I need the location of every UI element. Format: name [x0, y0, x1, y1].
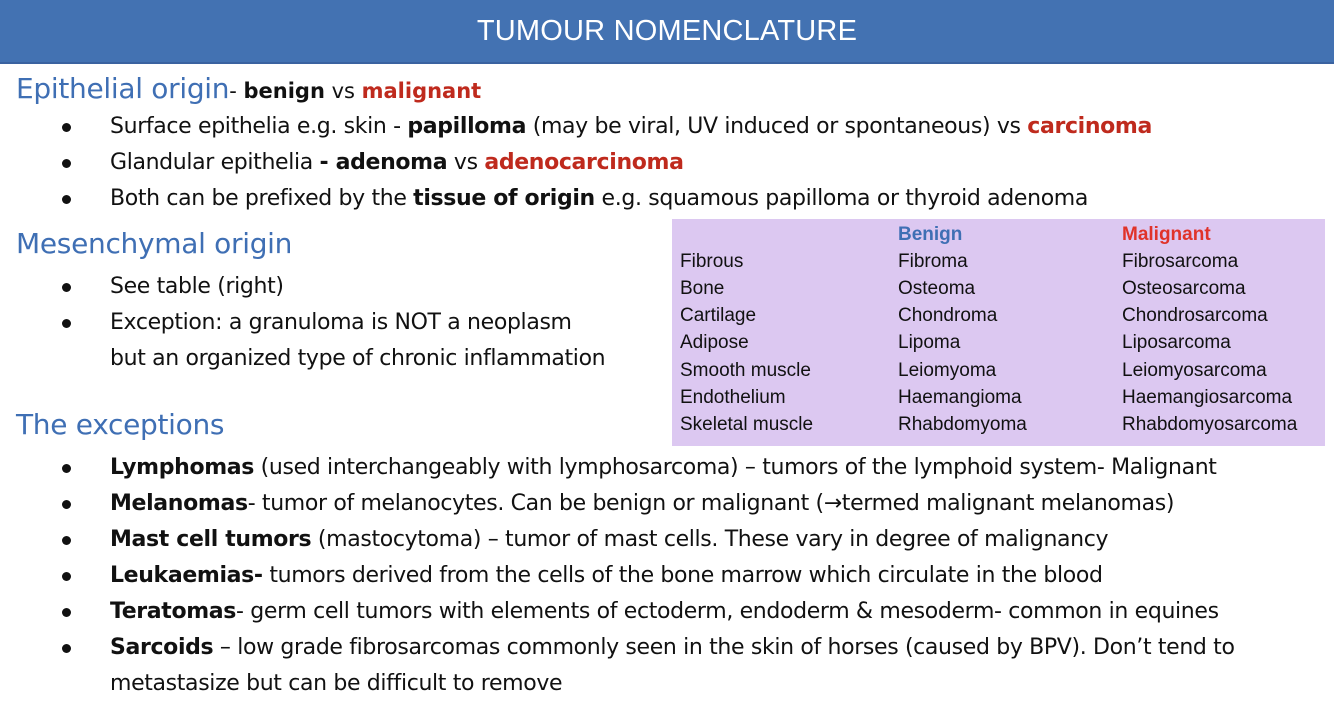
- cell-malignant: Haemangiosarcoma: [1122, 386, 1293, 408]
- cell-malignant: Liposarcoma: [1122, 332, 1231, 354]
- cell-benign: Rhabdomyoma: [898, 413, 1027, 435]
- item-text: (used interchangeably with lymphosarcoma) – tumors of the lymphoid system- Malignant: [254, 455, 1217, 480]
- list-item: [0, 522, 1235, 558]
- item-text: - tumor of melanocytes. Can be benign or malignant (→termed malignant melanomas): [247, 491, 1175, 516]
- epithelial-heading-text: Epithelial origin: [16, 72, 230, 105]
- mesenchymal-heading: Mesenchymal origin: [16, 227, 293, 260]
- table-row: [680, 330, 1322, 357]
- table-row: [680, 248, 1322, 275]
- cell-tissue: Adipose: [680, 332, 749, 354]
- item-bold: Lymphomas: [110, 455, 255, 480]
- item-text: vs: [447, 150, 485, 175]
- cell-benign: Leiomyoma: [898, 359, 997, 381]
- benign-label: benign: [243, 79, 325, 103]
- list-item: [0, 181, 1152, 217]
- item-text: (may be viral, UV induced or spontaneous) vs: [526, 114, 1028, 139]
- vs-label: vs: [324, 79, 362, 103]
- epithelial-list: [0, 109, 1152, 217]
- table-header-row: [680, 221, 1322, 248]
- item-text-continued: but an organized type of chronic inflammation: [110, 346, 606, 371]
- cell-malignant: Osteosarcoma: [1122, 277, 1246, 299]
- list-item: [0, 594, 1235, 630]
- item-bold: - adenoma: [319, 150, 448, 175]
- table-row: [680, 411, 1322, 438]
- list-item: [0, 630, 1235, 702]
- cell-tissue: Endothelium: [680, 386, 786, 408]
- cell-benign: Haemangioma: [898, 386, 1022, 408]
- item-text: - germ cell tumors with elements of ectoderm, endoderm & mesoderm- common in equines: [236, 599, 1219, 624]
- heading-dash: -: [229, 79, 244, 103]
- list-item: [0, 109, 1152, 145]
- cell-benign: Chondroma: [898, 305, 998, 327]
- cell-tissue: Bone: [680, 277, 725, 299]
- table-row: [680, 275, 1322, 302]
- list-item: [0, 558, 1235, 594]
- exceptions-heading: The exceptions: [16, 408, 225, 441]
- cell-benign: Osteoma: [898, 277, 976, 299]
- header-tissue: [680, 221, 898, 248]
- item-bold: papilloma: [407, 114, 527, 139]
- cell-tissue: Cartilage: [680, 305, 757, 327]
- item-text: Both can be prefixed by the: [110, 186, 414, 211]
- page-title: TUMOUR NOMENCLATURE: [476, 14, 858, 47]
- cell-benign: Fibroma: [898, 250, 968, 272]
- item-text: Exception: a granuloma is NOT a neoplasm: [110, 310, 572, 335]
- item-bold: Leukaemias-: [110, 563, 263, 588]
- item-malignant: adenocarcinoma: [484, 150, 684, 175]
- table-row: [680, 303, 1322, 330]
- item-text: tumors derived from the cells of the bone marrow which circulate in the blood: [262, 563, 1103, 588]
- cell-malignant: Fibrosarcoma: [1122, 250, 1239, 272]
- nomenclature-table-panel: [672, 219, 1325, 446]
- list-item: [0, 145, 1152, 181]
- item-bold: tissue of origin: [413, 186, 595, 211]
- item-text: e.g. squamous papilloma or thyroid adenoma: [594, 186, 1089, 211]
- header-benign: Benign: [898, 223, 963, 245]
- exceptions-list: [0, 450, 1235, 702]
- header-malignant: Malignant: [1122, 223, 1211, 245]
- epithelial-heading: [16, 72, 481, 105]
- cell-malignant: Rhabdomyosarcoma: [1122, 413, 1298, 435]
- title-banner: [0, 0, 1334, 64]
- cell-tissue: Skeletal muscle: [680, 413, 814, 435]
- cell-malignant: Leiomyosarcoma: [1122, 359, 1267, 381]
- item-bold: Mast cell tumors: [110, 527, 312, 552]
- item-bold: Teratomas: [110, 599, 237, 624]
- item-bold: Melanomas: [110, 491, 248, 516]
- item-bold: Sarcoids: [110, 635, 214, 660]
- list-item: [0, 269, 605, 305]
- item-text: Glandular epithelia: [110, 150, 320, 175]
- nomenclature-table: [680, 221, 1322, 439]
- list-item: [0, 305, 605, 377]
- item-text-continued: metastasize but can be difficult to remove: [110, 671, 563, 696]
- item-malignant: carcinoma: [1027, 114, 1152, 139]
- cell-tissue: Fibrous: [680, 250, 744, 272]
- item-text: See table (right): [110, 274, 284, 299]
- item-text: (mastocytoma) – tumor of mast cells. These vary in degree of malignancy: [311, 527, 1109, 552]
- table-row: [680, 357, 1322, 384]
- list-item: [0, 486, 1235, 522]
- malignant-label: malignant: [361, 79, 482, 103]
- table-row: [680, 384, 1322, 411]
- list-item: [0, 450, 1235, 486]
- cell-malignant: Chondrosarcoma: [1122, 305, 1268, 327]
- cell-tissue: Smooth muscle: [680, 359, 811, 381]
- item-text: – low grade fibrosarcomas commonly seen in the skin of horses (caused by BPV). Don’t tend to: [213, 635, 1235, 660]
- mesenchymal-list: [0, 269, 605, 377]
- item-text: Surface epithelia e.g. skin -: [110, 114, 408, 139]
- cell-benign: Lipoma: [898, 332, 961, 354]
